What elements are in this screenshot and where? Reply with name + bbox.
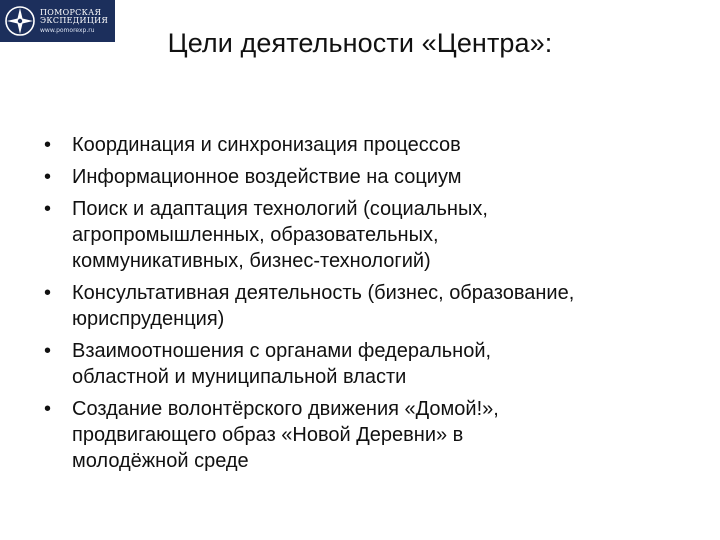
list-item (44, 280, 704, 332)
list-item-text: Поиск и адаптация технологий (социальных, агропромышленных, образовательных, коммуникативных, бизнес-технологий) (72, 198, 488, 272)
logo-line-2: ЭКСПЕДИЦИЯ (40, 15, 109, 25)
logo-line-1: ПОМОРСКАЯ (40, 7, 102, 17)
bullet-marker: • (44, 198, 52, 220)
logo-url: www.pomorexp.ru (40, 26, 95, 34)
list-item-text: Информационное воздействие на социум (72, 166, 462, 188)
bullet-marker: • (44, 398, 52, 420)
list-item-text: Создание волонтёрского движения «Домой!», продвигающего образ «Новой Деревни» в молодёжной среде (72, 398, 499, 472)
bullet-marker: • (44, 166, 52, 188)
list-item (44, 396, 704, 474)
slide-title: Цели деятельности «Центра»: (167, 28, 553, 58)
list-item (44, 196, 704, 274)
list-item-text: Координация и синхронизация процессов (72, 134, 461, 156)
list-item-text: Консультативная деятельность (бизнес, образование, юриспруденция) (72, 282, 575, 330)
list-item (44, 338, 704, 390)
bullet-marker: • (44, 340, 52, 362)
list-item (44, 132, 704, 158)
bullet-marker: • (44, 282, 52, 304)
goals-list (44, 132, 704, 480)
list-item-text: Взаимоотношения с органами федеральной, областной и муниципальной власти (72, 340, 492, 388)
list-item (44, 164, 704, 190)
bullet-marker: • (44, 134, 52, 156)
